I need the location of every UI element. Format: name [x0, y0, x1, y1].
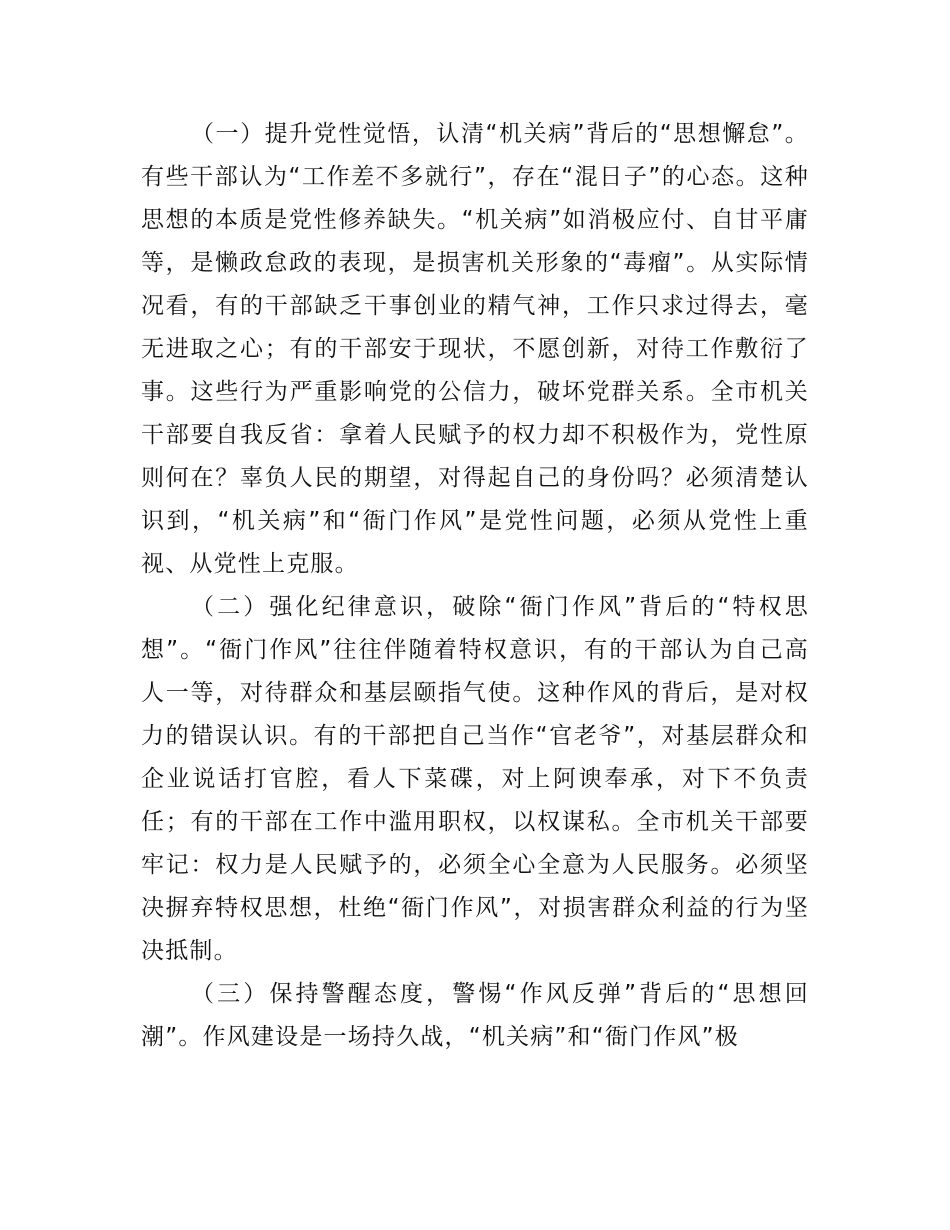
document-body — [141, 113, 809, 1059]
paragraph-party-awareness: （一）提升党性觉悟，认清“机关病”背后的“思想懈怠”。有些干部认为“工作差不多就行”，存在“混日子”的心态。这种思想的本质是党性修养缺失。“机关病”如消极应付、自甘平庸等，是懒政怠政的表现，是损害机关形象的“毒瘤”。从实际情况看，有的干部缺乏干事创业的精气神，工作只求过得去，毫无进取之心；有的干部安于现状，不愿创新，对待工作敷衍了事。这些行为严重影响党的公信力，破坏党群关系。全市机关干部要自我反省：拿着人民赋予的权力却不积极作为，党性原则何在？辜负人民的期望，对得起自己的身份吗？必须清楚认识到，“机关病”和“衙门作风”是党性问题，必须从党性上重视、从党性上克服。 — [141, 121, 809, 577]
paragraph-vigilance: （三）保持警醒态度，警惕“作风反弹”背后的“思想回潮”。作风建设是一场持久战，“机关病”和“衙门作风”极 — [141, 981, 809, 1050]
paragraph-discipline-awareness: （二）强化纪律意识，破除“衙门作风”背后的“特权思想”。“衙门作风”往往伴随着特权意识，有的干部认为自己高人一等，对待群众和基层颐指气使。这种作风的背后，是对权力的错误认识。有的干部把自己当作“官老爷”，对基层群众和企业说话打官腔，看人下菜碟，对上阿谀奉承，对下不负责任；有的干部在工作中滥用职权，以权谋私。全市机关干部要牢记：权力是人民赋予的，必须全心全意为人民服务。必须坚决摒弃特权思想，杜绝“衙门作风”，对损害群众利益的行为坚决抵制。 — [141, 594, 809, 964]
